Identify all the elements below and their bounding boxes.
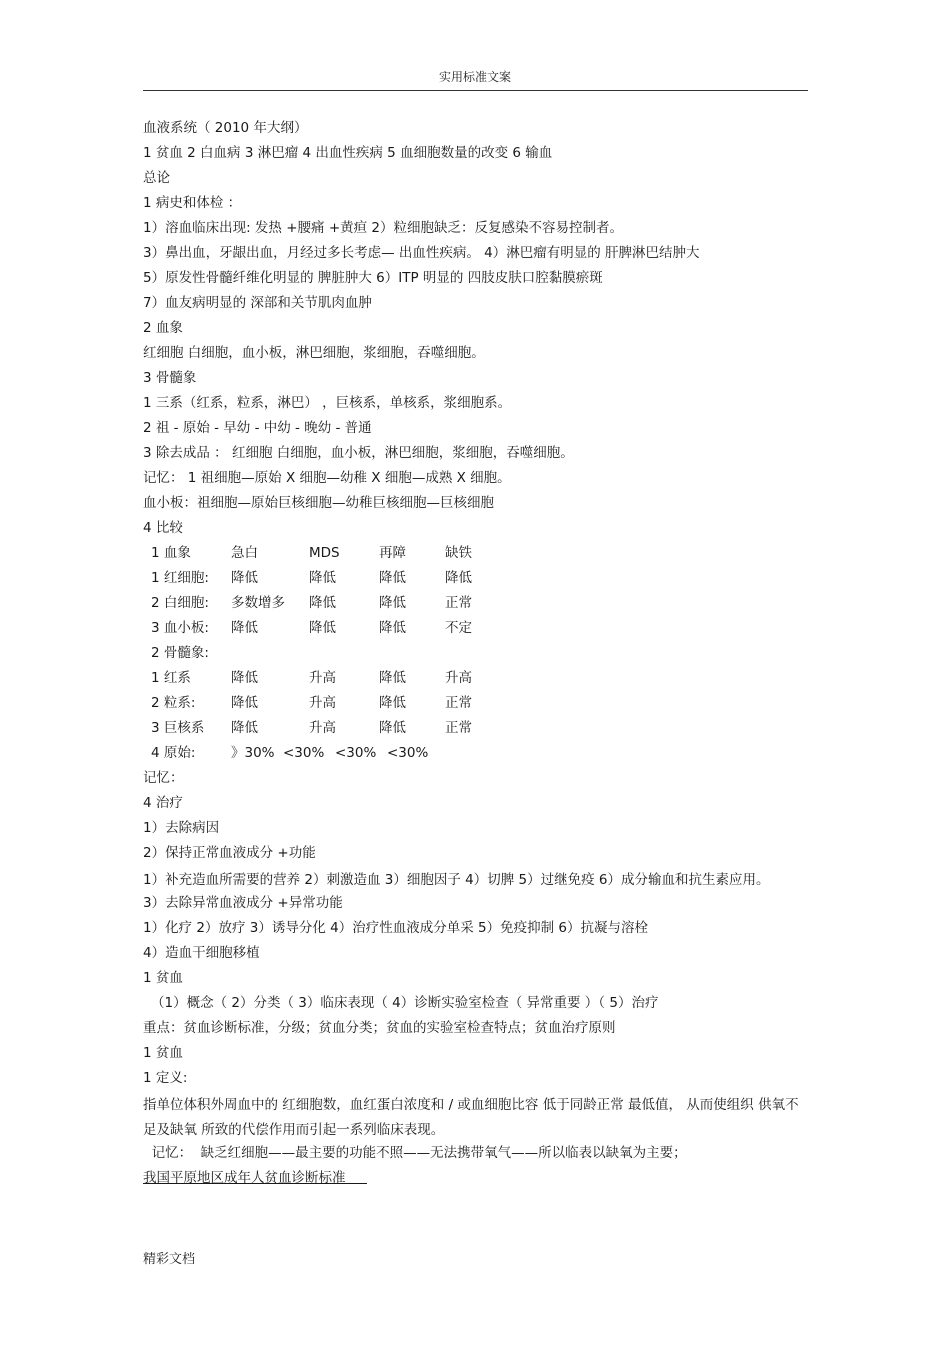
table-row <box>143 668 808 693</box>
table-cell: 升高 <box>309 670 336 686</box>
table-cell: 不定 <box>445 620 472 636</box>
table-row <box>143 693 808 718</box>
table-cell: 降低 <box>379 570 406 586</box>
underlined-heading <box>143 1168 808 1193</box>
table-cell: 升高 <box>309 720 336 736</box>
paragraph: 1）补充造血所需要的营养 2）刺激造血 3）细胞因子 4）切脾 5）过继免疫 6）成分输血和抗生素应用。 <box>143 872 770 888</box>
table-row <box>143 543 808 568</box>
table-cell: 降低 <box>231 670 258 686</box>
memory-line: 记忆： <box>143 770 184 786</box>
table-cell: MDS <box>309 545 340 561</box>
compare-table <box>143 543 808 768</box>
table-cell: 降低 <box>231 570 258 586</box>
paragraph: 指单位体积外周血中的 红细胞数，血红蛋白浓度和 / 或血细胞比容 低于同龄正常 最低值， 从而使组织 供氧不足及缺氧 所致的代偿作用而引起一系列临床表现。 <box>143 1097 799 1138</box>
table-cell: <30% <box>335 745 377 761</box>
table-cell: 2 粒系: <box>151 695 196 711</box>
table-row <box>143 593 808 618</box>
heading-overview: 总论 <box>143 170 170 186</box>
table-cell: <30% <box>387 745 429 761</box>
text-line: （1）概念（ 2）分类（ 3）临床表现（ 4）诊断实验室检查（ 异常重要 ）（ 5）治疗 <box>151 995 659 1011</box>
table-cell: 降低 <box>231 620 258 636</box>
table-cell: 降低 <box>379 720 406 736</box>
text-line: 红细胞 白细胞，血小板，淋巴细胞，浆细胞，吞噬细胞。 <box>143 345 485 361</box>
memory-line: 记忆： 1 祖细胞—原始 X 细胞—幼稚 X 细胞—成熟 X 细胞。 <box>143 470 511 486</box>
section-title: 血液系统（ 2010 年大纲） <box>143 120 308 136</box>
table-cell: 2 白细胞: <box>151 595 209 611</box>
text-line: 血小板：祖细胞—原始巨核细胞—幼稚巨核细胞—巨核细胞 <box>143 495 494 511</box>
table-cell: 降低 <box>309 595 336 611</box>
heading-blood-picture: 2 血象 <box>143 320 183 336</box>
header-rule <box>143 90 808 91</box>
heading-treatment: 4 治疗 <box>143 795 183 811</box>
heading-compare: 4 比较 <box>143 520 183 536</box>
heading-anemia: 1 贫血 <box>143 970 183 986</box>
table-row <box>143 618 808 643</box>
document-body <box>143 118 808 1193</box>
footer-text: 精彩文档 <box>143 1252 196 1267</box>
table-cell: 缺铁 <box>445 545 472 561</box>
text-line: 7）血友病明显的 深部和关节肌肉血肿 <box>143 295 372 311</box>
text-line: 1）去除病因 <box>143 820 220 836</box>
memory-line: 记忆： 缺乏红细胞——最主要的功能不照——无法携带氧气——所以临表以缺氧为主要； <box>143 1145 687 1161</box>
table-cell: 降低 <box>231 695 258 711</box>
table-cell: 正常 <box>445 595 472 611</box>
table-cell: 1 红细胞: <box>151 570 209 586</box>
text-line: 4）造血干细胞移植 <box>143 945 260 961</box>
table-row <box>143 743 808 768</box>
table-cell: 4 原始: <box>151 745 196 761</box>
text-line: 2）保持正常血液成分 +功能 <box>143 845 316 861</box>
text-line: 1）溶血临床出现: 发热 +腰痛 +黄疸 2）粒细胞缺乏：反复感染不容易控制者。 <box>143 220 624 236</box>
heading-marrow-picture: 3 骨髓象 <box>143 370 197 386</box>
text-line: 1）化疗 2）放疗 3）诱导分化 4）治疗性血液成分单采 5）免疫抑制 6）抗凝与溶栓 <box>143 920 648 936</box>
table-cell: 降低 <box>445 570 472 586</box>
table-cell: 1 血象 <box>151 545 191 561</box>
table-cell: 降低 <box>309 570 336 586</box>
table-cell: 降低 <box>379 620 406 636</box>
table-cell: 》30% <box>231 745 275 761</box>
table-cell: 正常 <box>445 720 472 736</box>
table-cell: 2 骨髓象: <box>151 645 209 661</box>
table-cell: 3 血小板: <box>151 620 209 636</box>
table-cell: 降低 <box>231 720 258 736</box>
table-row <box>143 643 808 668</box>
heading-history: 1 病史和体检 ： <box>143 195 242 211</box>
text-line: 3）鼻出血，牙龈出血，月经过多长考虑— 出血性疾病。 4）淋巴瘤有明显的 肝脾淋巴结肿大 <box>143 245 700 261</box>
table-cell: 1 红系 <box>151 670 191 686</box>
table-cell: 再障 <box>379 545 406 561</box>
table-cell: 3 巨核系 <box>151 720 205 736</box>
heading-definition: 1 定义: <box>143 1070 188 1086</box>
text-line: 重点：贫血诊断标准，分级；贫血分类；贫血的实验室检查特点；贫血治疗原则 <box>143 1020 616 1036</box>
table-cell: 升高 <box>445 670 472 686</box>
heading-anemia: 1 贫血 <box>143 1045 183 1061</box>
text-line: 2 祖 - 原始 - 早幼 - 中幼 - 晚幼 - 普通 <box>143 420 372 436</box>
text-line: 3）去除异常血液成分 +异常功能 <box>143 895 343 911</box>
text-line: 3 除去成品 ： 红细胞 白细胞，血小板，淋巴细胞，浆细胞，吞噬细胞。 <box>143 445 574 461</box>
table-cell: 急白 <box>231 545 258 561</box>
table-cell: 多数增多 <box>231 595 285 611</box>
outline-line: 1 贫血 2 白血病 3 淋巴瘤 4 出血性疾病 5 血细胞数量的改变 6 输血 <box>143 145 553 161</box>
table-cell: 升高 <box>309 695 336 711</box>
table-row <box>143 568 808 593</box>
underlined-text: 我国平原地区成年人贫血诊断标准 <box>143 1170 367 1186</box>
table-cell: 降低 <box>379 695 406 711</box>
table-cell: 正常 <box>445 695 472 711</box>
table-cell: 降低 <box>309 620 336 636</box>
table-cell: 降低 <box>379 595 406 611</box>
header-title: 实用标准文案 <box>438 70 511 84</box>
text-line: 1 三系（红系，粒系，淋巴） ，巨核系，单核系，浆细胞系。 <box>143 395 512 411</box>
table-row <box>143 718 808 743</box>
table-cell: 降低 <box>379 670 406 686</box>
table-cell: <30% <box>283 745 325 761</box>
text-line: 5）原发性骨髓纤维化明显的 脾脏肿大 6）ITP 明显的 四肢皮肤口腔黏膜瘀斑 <box>143 270 603 286</box>
